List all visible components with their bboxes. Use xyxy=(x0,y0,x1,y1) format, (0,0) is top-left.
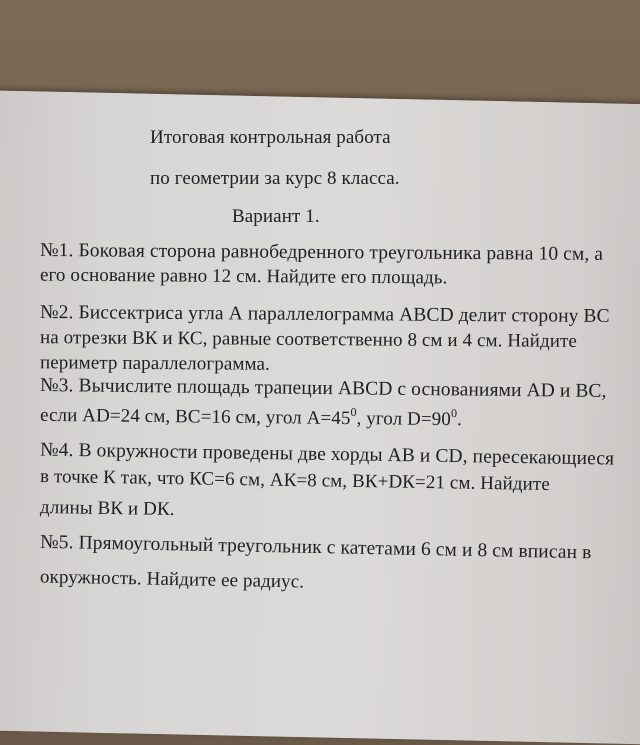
task-4-line-2: в точке К так, что КС=6 см, АК=8 см, ВК+DК=21 см. Найдите xyxy=(39,465,550,496)
task-2-line-1: №2. Биссектриса угла А параллелограмма ABCD делит сторону ВС xyxy=(39,302,610,327)
task-1-line-2: его основание равно 12 см. Найдите его площадь. xyxy=(39,264,448,289)
variant-label: Вариант 1. xyxy=(232,206,320,227)
degree-sup-1: 0 xyxy=(350,405,357,420)
task-2-line-2: на отрезки ВК и КС, равные соответственно 8 см и 4 см. Найдите xyxy=(39,327,578,352)
task-2-line-3: периметр параллелограмма. xyxy=(39,352,270,375)
task-3-text-b: , угол D=90 xyxy=(356,408,452,431)
degree-sup-2: 0 xyxy=(450,406,458,421)
task-3-line-1: №3. Вычислите площадь трапеции ABCD с основаниями AD и ВС, xyxy=(39,375,607,402)
title-line-2: по геометрии за курс 8 класса. xyxy=(150,168,400,189)
task-1-line-1: №1. Боковая сторона равнобедренного треугольника равна 10 см, а xyxy=(39,240,604,265)
title-line-1: Итоговая контрольная работа xyxy=(150,127,391,148)
task-3-text-c: . xyxy=(456,409,463,431)
task-4-line-1: №4. В окружности проведены две хорды АВ и CD, пересекающиеся xyxy=(39,439,615,470)
task-5-line-2: окружность. Найдите ее радиус. xyxy=(39,566,305,593)
task-3-line-2 xyxy=(40,402,462,431)
task-4-line-3: длины ВК и DК. xyxy=(39,496,175,521)
task-5-line-1: №5. Прямоугольный треугольник с катетами 6 см и 8 см вписан в xyxy=(39,531,592,564)
task-3-text-a: если AD=24 см, ВС=16 см, угол А=45 xyxy=(39,404,351,430)
